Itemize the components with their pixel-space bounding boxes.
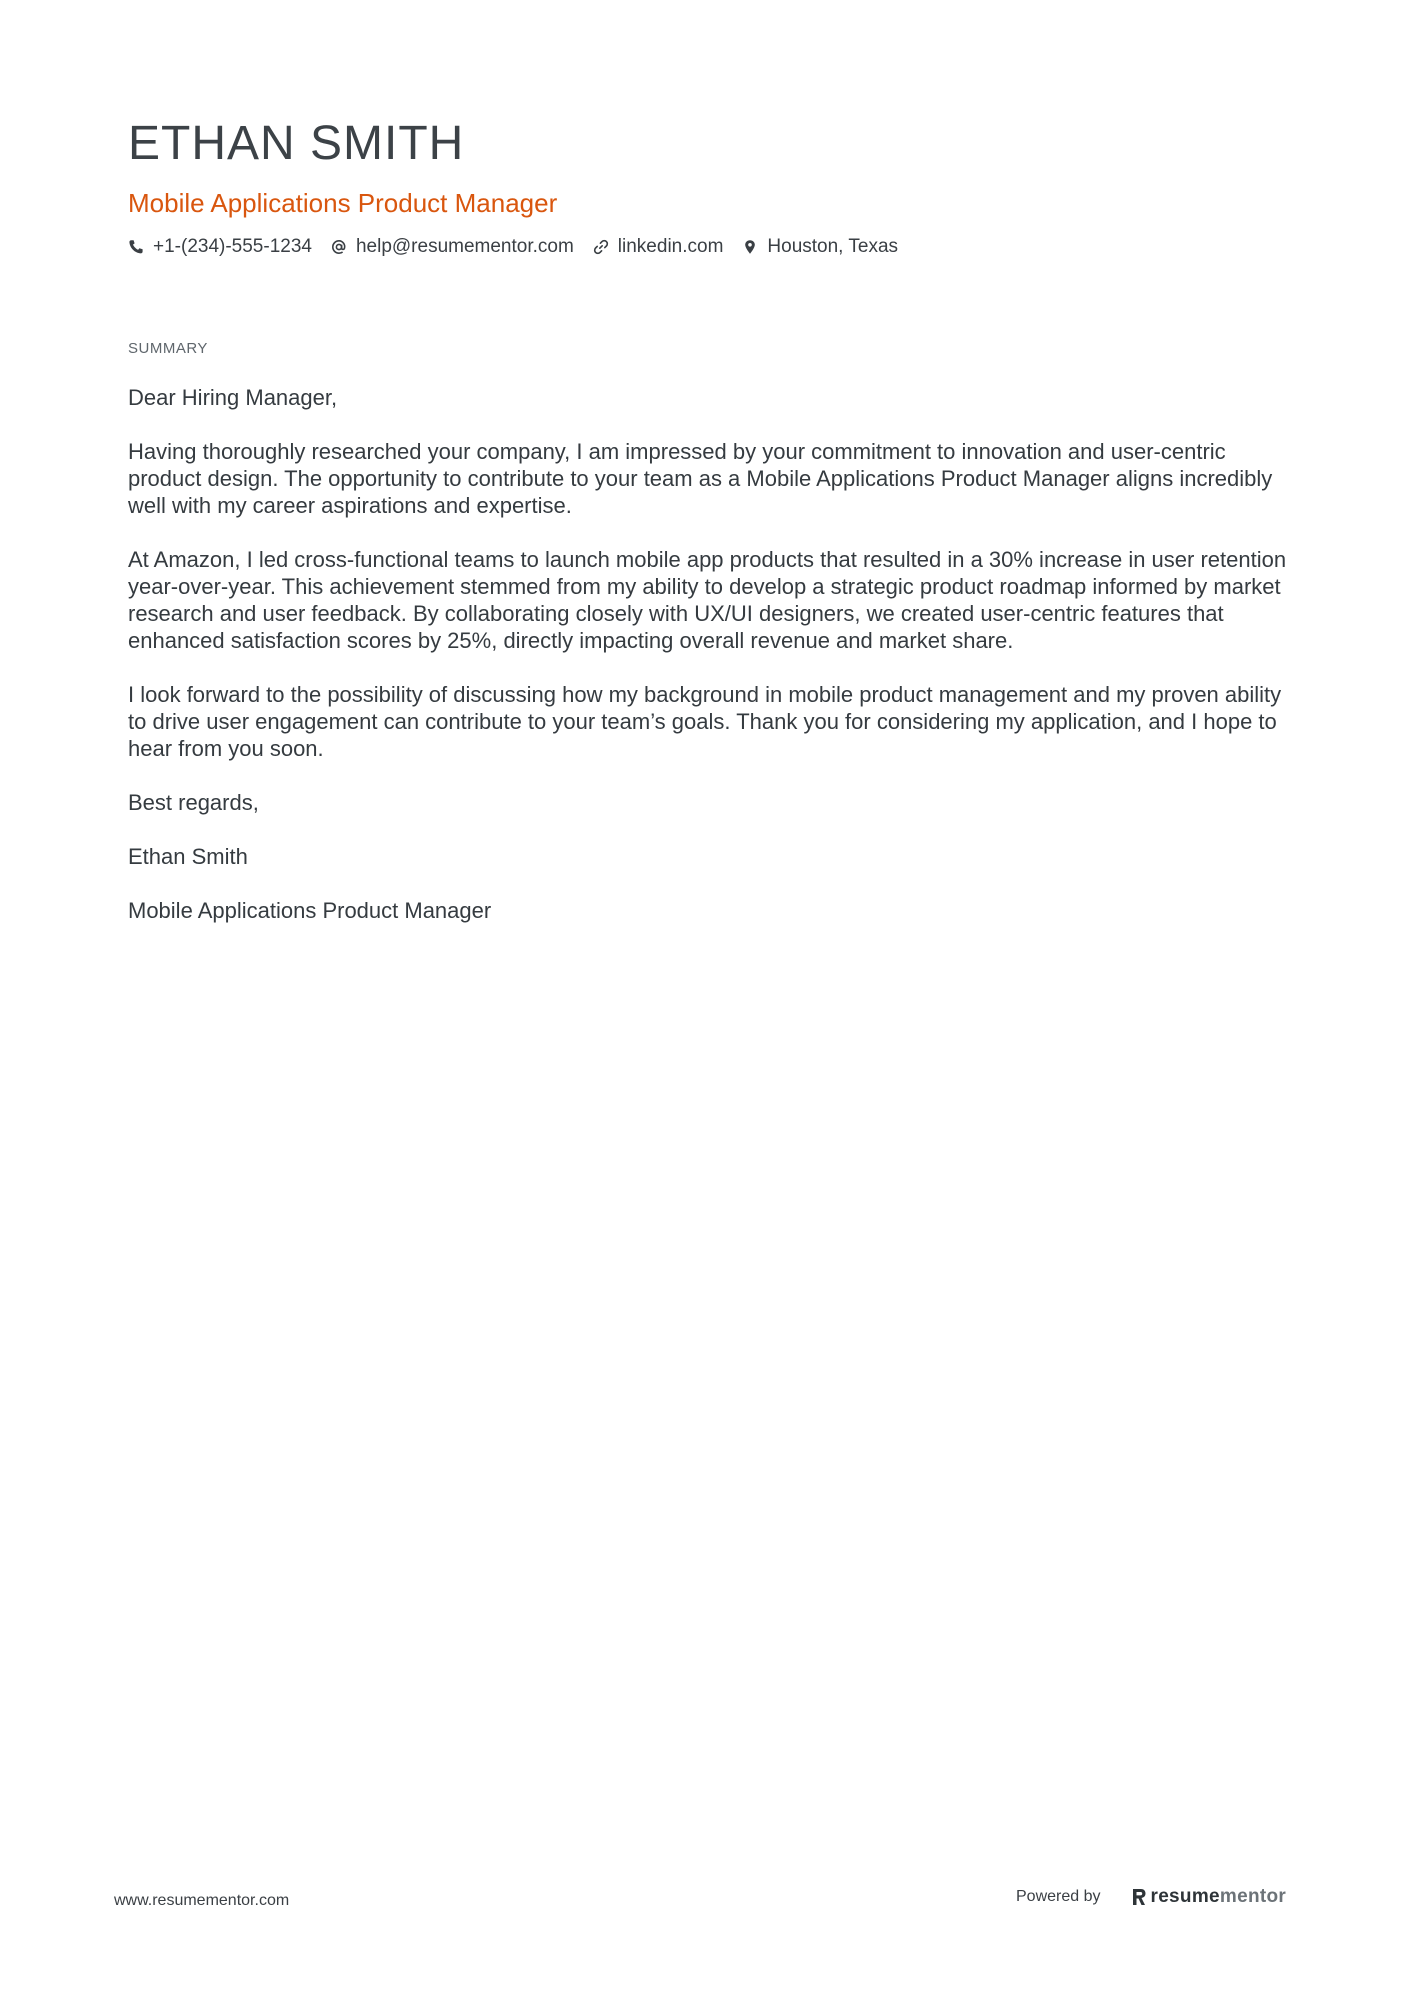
header	[128, 112, 1288, 260]
greeting: Dear Hiring Manager,	[128, 385, 338, 410]
contact-email	[331, 234, 574, 260]
footer-website-link[interactable]: www.resumementor.com	[114, 1892, 290, 1909]
letter-body	[128, 384, 1288, 951]
email-text: help@resumementor.com	[355, 236, 574, 257]
contact-info	[128, 234, 1288, 260]
resumementor-logo-icon	[1131, 1887, 1147, 1907]
footer-branding	[1016, 1886, 1286, 1908]
brand-name-part1: resume	[1150, 1886, 1220, 1907]
section-heading-summary: SUMMARY	[128, 340, 208, 357]
phone-icon	[128, 239, 144, 255]
phone-text: +1-(234)-555-1234	[153, 236, 312, 257]
contact-linkedin	[593, 234, 724, 260]
closing: Best regards,	[128, 790, 259, 815]
powered-by-text: Powered by	[1016, 1888, 1101, 1905]
contact-location	[742, 234, 898, 260]
linkedin-text: linkedin.com	[617, 236, 724, 257]
brand-name-part2: mentor	[1219, 1886, 1287, 1907]
candidate-title: Mobile Applications Product Manager	[128, 188, 558, 218]
contact-phone	[128, 234, 312, 260]
paragraph-3: I look forward to the possibility of discussing how my background in mobile product management and my proven ability to drive user engagement can contribute to your team’s goals. Thank you for considering my application, and I hope to hear from you soon.	[128, 682, 1282, 761]
location-text: Houston, Texas	[767, 236, 899, 257]
link-icon	[593, 239, 609, 255]
paragraph-2: At Amazon, I led cross-functional teams to launch mobile app products that resulted in a 30% increase in user retention year-over-year. This achievement stemmed from my ability to develop a strategic product roadmap informed by market research and user feedback. By collaborating closely with UX/UI designers, we created user-centric features that enhanced satisfaction scores by 25%, directly impacting overall revenue and market share.	[128, 547, 1287, 653]
map-pin-icon	[742, 239, 758, 255]
brand-logo-link[interactable]	[1131, 1886, 1287, 1908]
paragraph-1: Having thoroughly researched your company, I am impressed by your commitment to innovation and user-centric product design. The opportunity to contribute to your team as a Mobile Applications Product Manager aligns incredibly well with my career aspirations and expertise.	[128, 439, 1273, 518]
at-icon	[331, 239, 347, 255]
candidate-name: ETHAN SMITH	[128, 117, 465, 170]
signature-title: Mobile Applications Product Manager	[128, 898, 492, 923]
signature-name: Ethan Smith	[128, 844, 248, 869]
